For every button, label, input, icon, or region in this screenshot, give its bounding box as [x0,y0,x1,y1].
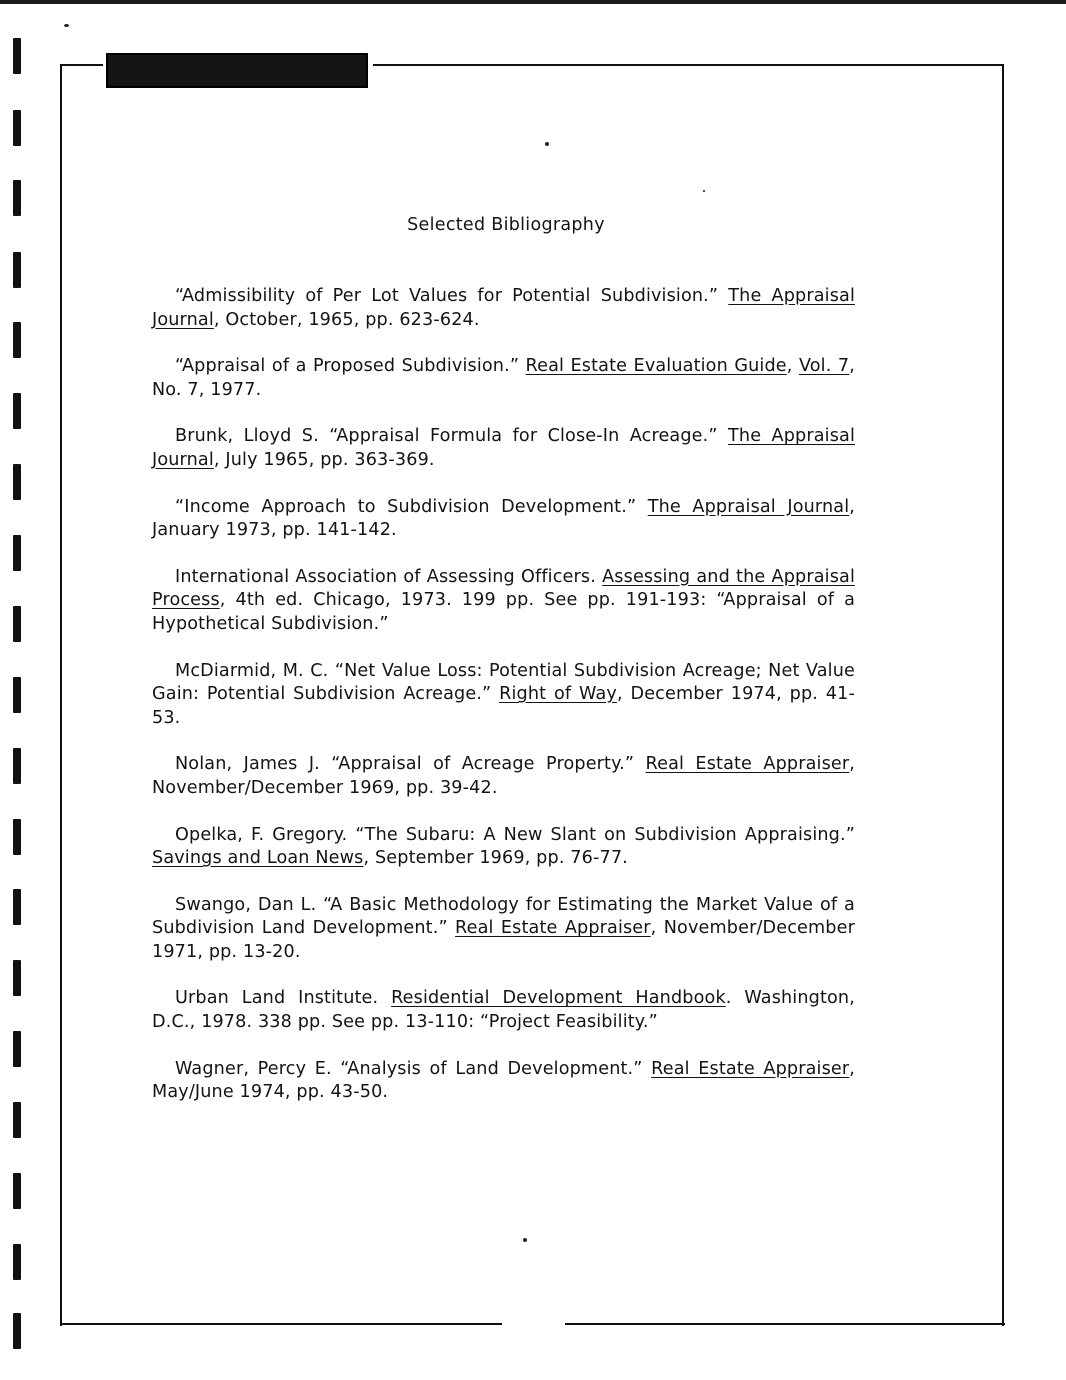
binding-mark [13,1313,21,1349]
entry-text: International Association of Assessing Officers. [175,566,603,587]
bibliography-entry [152,566,855,637]
page-title: Selected Bibliography [407,215,605,235]
bibliography-entry [152,425,855,472]
entry-text: , No. 7, 1977. [152,356,855,400]
bibliography-entry [152,987,855,1034]
binding-mark [13,1102,21,1138]
binding-mark [13,38,21,74]
entry-text: , 4th ed. Chicago, 1973. 199 pp. See pp. 191-193: “Appraisal of a Hypothetical Subdivision.” [152,590,855,634]
bibliography-entry [152,496,855,543]
binding-mark [13,677,21,713]
entry-text: , May/June 1974, pp. 43-50. [152,1058,855,1103]
entry-publication-title: The Appraisal Journal [152,426,856,470]
entry-text: , October, 1965, pp. 623-624. [213,309,480,330]
entry-text: , December 1974, pp. 41-53. [152,684,855,728]
entry-text: “Appraisal of a Proposed Subdivision.” [175,356,526,377]
entry-publication-title: Assessing and the Appraisal Process [152,566,855,611]
binding-hole-marks [0,0,30,1380]
binding-mark [13,1244,21,1280]
binding-mark [13,748,21,784]
top-edge-rule [0,0,1066,4]
binding-mark [13,535,21,571]
entry-text: , November/December 1969, pp. 39-42. [152,754,855,798]
binding-mark [13,1031,21,1067]
entry-publication-title: Real Estate Appraiser [645,754,850,775]
entry-text: Brunk, Lloyd S. “Appraisal Formula for Close-In Acreage.” [175,426,729,447]
bibliography-list [152,285,855,1128]
entry-text: Nolan, James J. “Appraisal of Acreage Property.” [175,754,646,775]
bibliography-entry [152,355,855,402]
entry-publication-title: Real Estate Appraiser [651,1058,850,1079]
scan-speck [64,24,69,27]
entry-text: Swango, Dan L. “A Basic Methodology for Estimating the Market Value of a Subdivision Land Development.” [152,894,855,939]
binding-mark [13,252,21,288]
binding-mark [13,464,21,500]
entry-text: , September 1969, pp. 76-77. [363,848,628,869]
entry-publication-title: Right of Way [499,684,617,705]
bibliography-entry [152,894,855,965]
entry-text: McDiarmid, M. C. “Net Value Loss: Potential Subdivision Acreage; Net Value Gain: Potential Subdivision Acreage.” [152,660,855,705]
bibliography-entry [152,824,855,871]
binding-mark [13,393,21,429]
entry-text: Opelka, F. Gregory. “The Subaru: A New Slant on Subdivision Appraising.” [175,824,855,845]
entry-volume: Vol. 7 [798,356,850,377]
entry-text: , January 1973, pp. 141-142. [152,496,855,541]
entry-publication-title: The Appraisal Journal [647,496,850,517]
binding-mark [13,1173,21,1209]
entry-text: Wagner, Percy E. “Analysis of Land Development.” [175,1058,652,1079]
entry-text: , July 1965, pp. 363-369. [213,449,435,470]
bibliography-entry [152,660,855,731]
entry-text: . Washington, D.C., 1978. 338 pp. See pp. 13-110: “Project Feasibility.” [152,988,855,1033]
frame-bottom-left-rule [60,1323,502,1325]
binding-mark [13,606,21,642]
binding-mark [13,322,21,358]
entry-text: “Income Approach to Subdivision Development.” [175,496,648,517]
entry-publication-title: Savings and Loan News [152,848,364,869]
entry-text: , November/December 1971, pp. 13-20. [152,918,855,962]
entry-publication-title: The Appraisal Journal [152,286,855,330]
entry-publication-title: Real Estate Appraiser [455,918,651,939]
entry-text: Urban Land Institute. [175,988,392,1009]
entry-text: “Admissibility of Per Lot Values for Potential Subdivision.” [175,286,729,306]
binding-mark [13,960,21,996]
bibliography-entry [152,285,855,332]
redacted-header-tab [106,53,368,88]
entry-publication-title: Real Estate Evaluation Guide [525,356,787,377]
bibliography-entry [152,1058,855,1105]
binding-mark [13,110,21,146]
binding-mark [13,889,21,925]
binding-mark [13,819,21,855]
binding-mark [13,180,21,216]
entry-publication-title: Residential Development Handbook [391,988,726,1009]
frame-bottom-right-rule [565,1323,1005,1325]
entry-text: , [786,356,799,377]
bibliography-entry [152,753,855,800]
